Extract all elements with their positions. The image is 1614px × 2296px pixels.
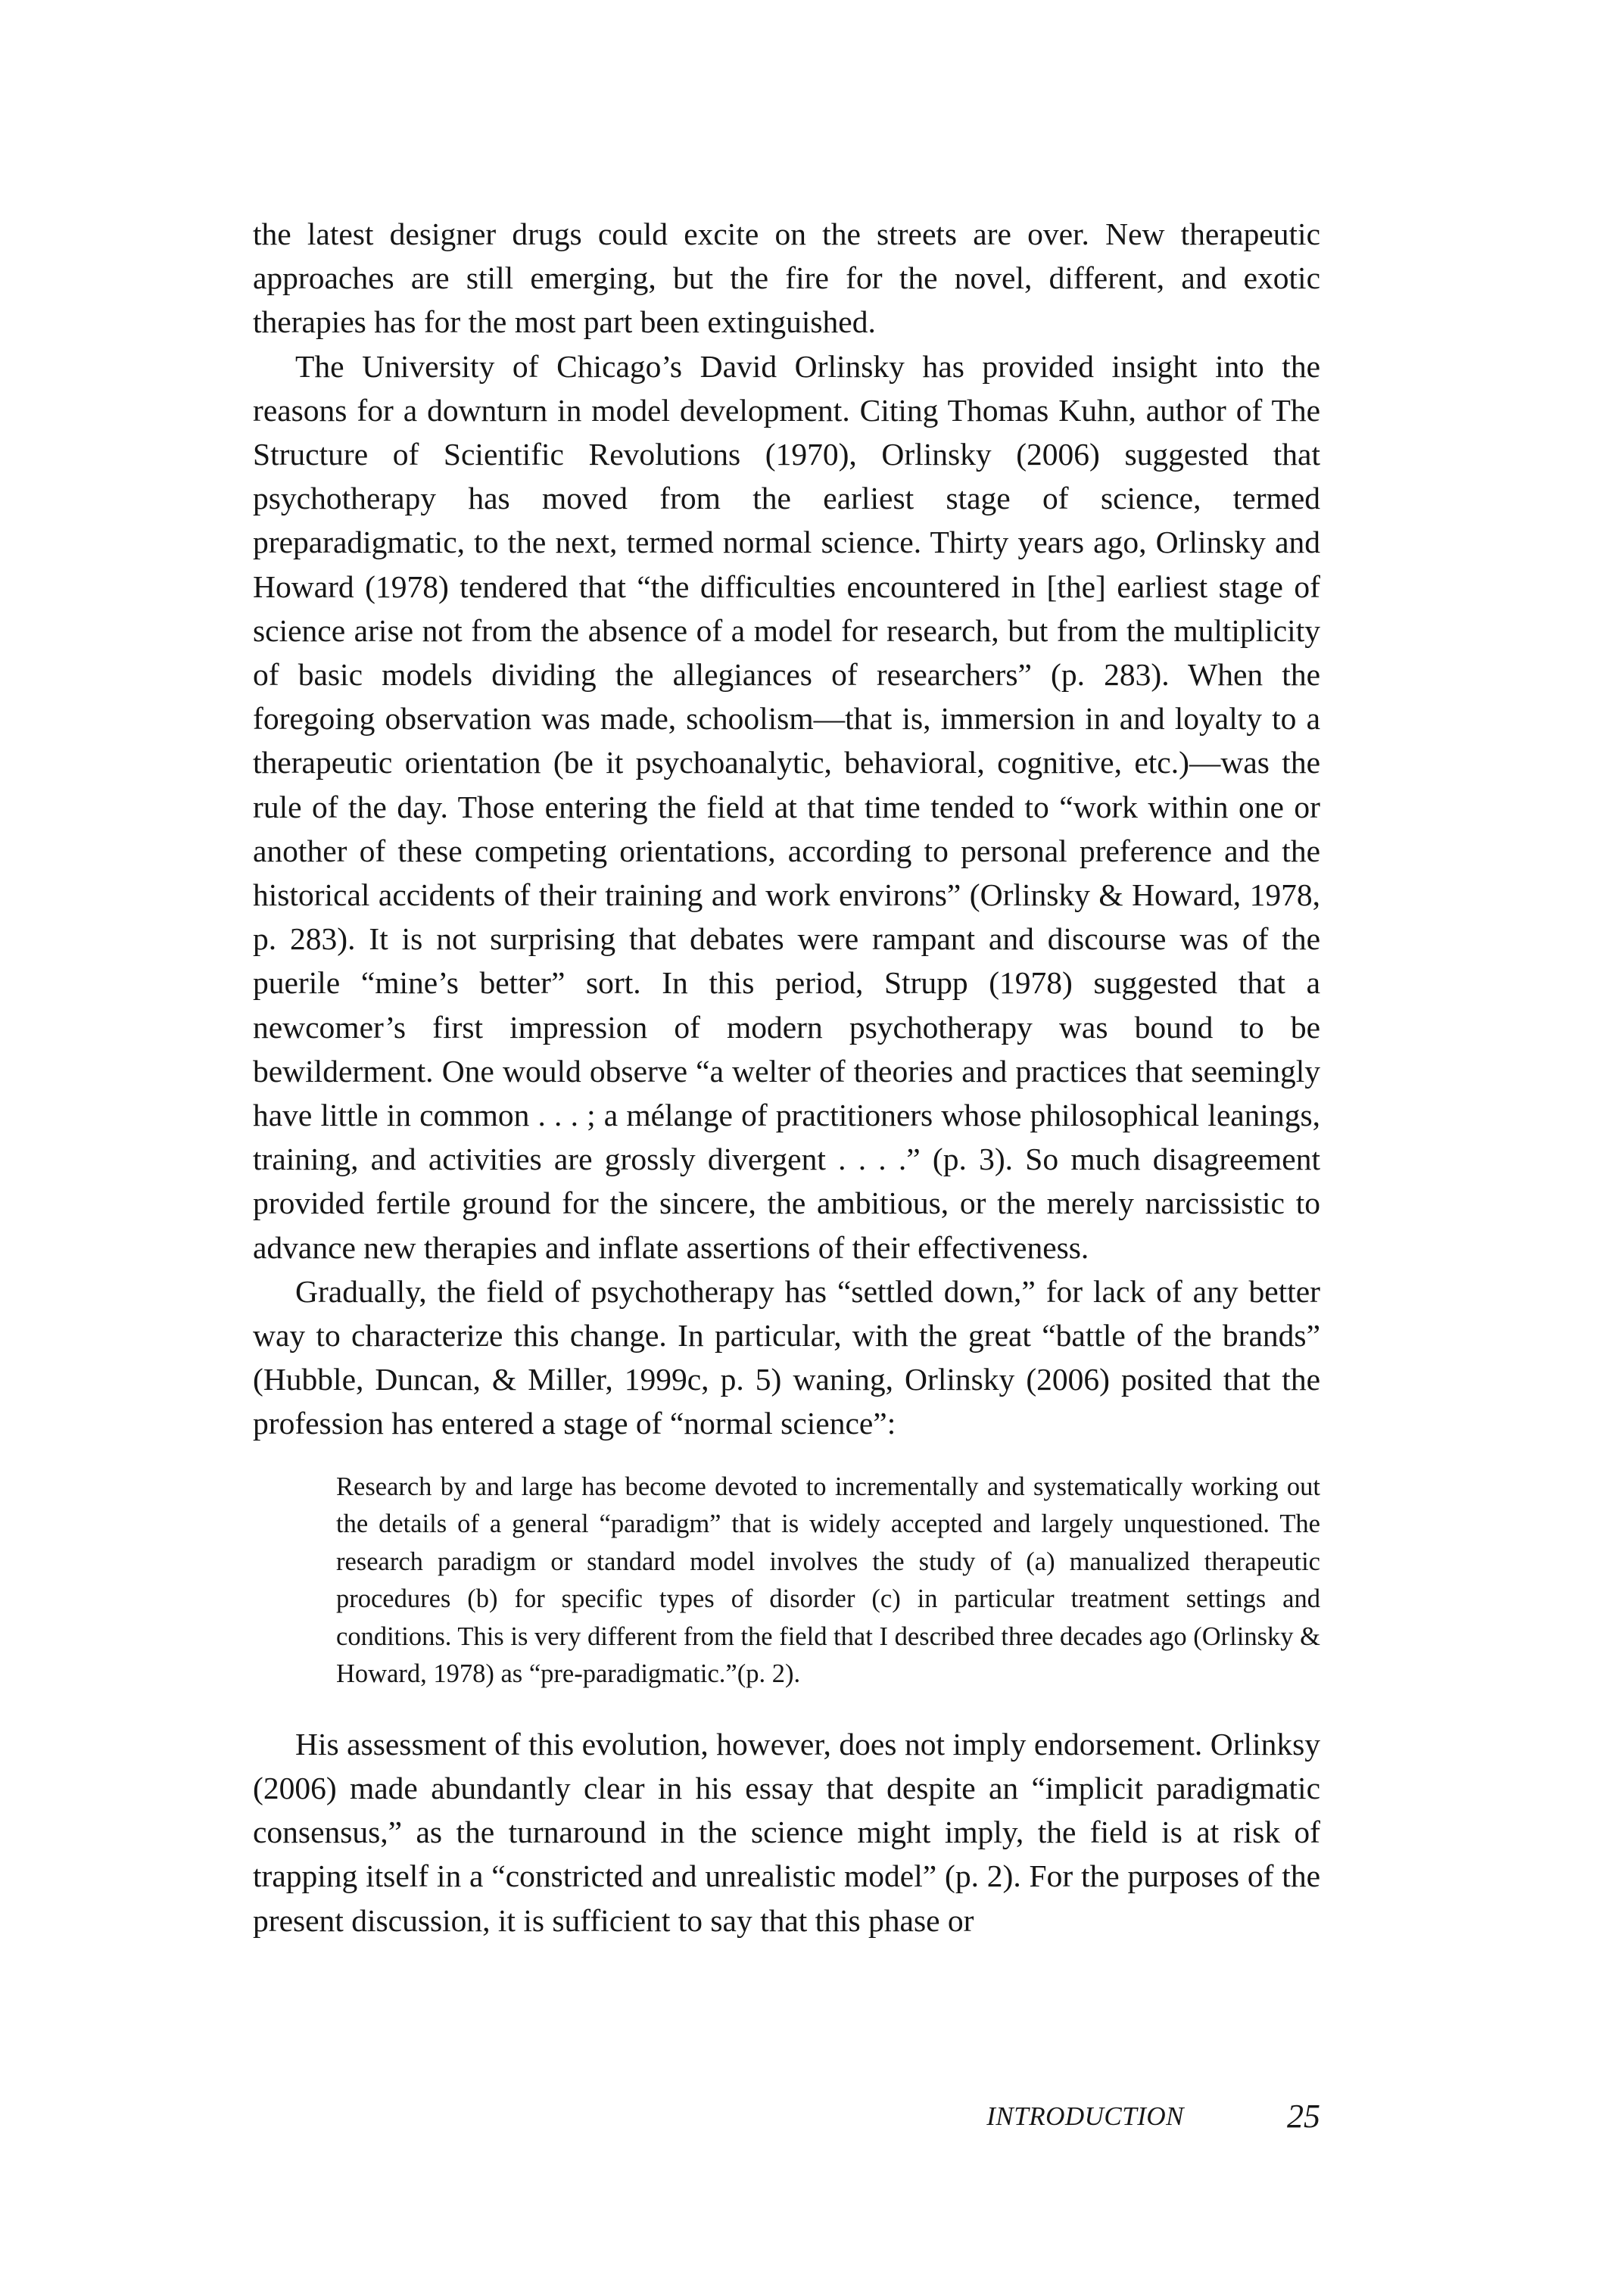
block-quote: Research by and large has become devoted to incrementally and systematically working out the details of a general “paradigm” that is widely accepted and largely unquestioned. The research paradigm or standard model involves the study of (a) manualized therapeutic procedures (b) for specific types of disorder (c) in particular treatment settings and conditions. This is very different from the field that I described three decades ago (Orlinsky & Howard, 1978) as “pre-paradigmatic.”(p. 2).: [336, 1472, 1320, 1689]
page-footer: [977, 2097, 1320, 2142]
running-head: INTRODUCTION: [986, 2101, 1184, 2131]
page-number: 25: [1287, 2098, 1320, 2135]
paragraph-continued: the latest designer drugs could excite on the streets are over. New therapeutic approaches are still emerging, but the fire for the novel, different, and exotic therapies has for the most part been extinguished.: [253, 217, 1320, 340]
body-text: [253, 212, 1320, 1942]
paragraph-settled-down: Gradually, the field of psychotherapy has “settled down,” for lack of any better way to characterize this change. In particular, with the great “battle of the brands” (Hubble, Duncan, & Miller, 1999c, p. 5) waning, Orlinsky (2006) posited that the profession has entered a stage of “normal science”:: [253, 1273, 1320, 1441]
paragraph-assessment: His assessment of this evolution, however, does not imply endorsement. Orlinksy (2006) made abundantly clear in his essay that despite an “implicit paradigmatic consensus,” as the turnaround in the science might imply, the field is at risk of trapping itself in a “constricted and unrealistic model” (p. 2). For the purposes of the present discussion, it is sufficient to say that this phase or: [253, 1726, 1320, 1938]
paragraph-orlinsky-kuhn: The University of Chicago’s David Orlinsky has provided insight into the reasons for a downturn in model development. Citing Thomas Kuhn, author of The Structure of Scientific Revolutions (1970), Orlinsky (2006) suggested that psychotherapy has moved from the earliest stage of science, termed preparadigmatic, to the next, termed normal science. Thirty years ago, Orlinsky and Howard (1978) tendered that “the difficulties encountered in [the] earliest stage of science arise not from the absence of a model for research, but from the multiplicity of basic models dividing the allegiances of researchers” (p. 283). When the foregoing observation was made, schoolism—that is, immersion in and loyalty to a therapeutic orientation (be it psychoanalytic, behavioral, cognitive, etc.)—was the rule of the day. Those entering the field at that time tended to “work within one or another of these competing orientations, according to personal preference and the historical accidents of their training and work environs” (Orlinsky & Howard, 1978, p. 283). It is not surprising that debates were rampant and discourse was of the puerile “mine’s better” sort. In this period, Strupp (1978) suggested that a newcomer’s first impression of modern psychotherapy was bound to be bewilderment. One would observe “a welter of theories and practices that seemingly have little in common . . . ; a mélange of practitioners whose philosophical leanings, training, and activities are grossly divergent . . . .” (p. 3). So much disagreement provided fertile ground for the sincere, the ambitious, or the merely narcissistic to advance new therapies and inflate assertions of their effectiveness.: [253, 348, 1320, 1265]
